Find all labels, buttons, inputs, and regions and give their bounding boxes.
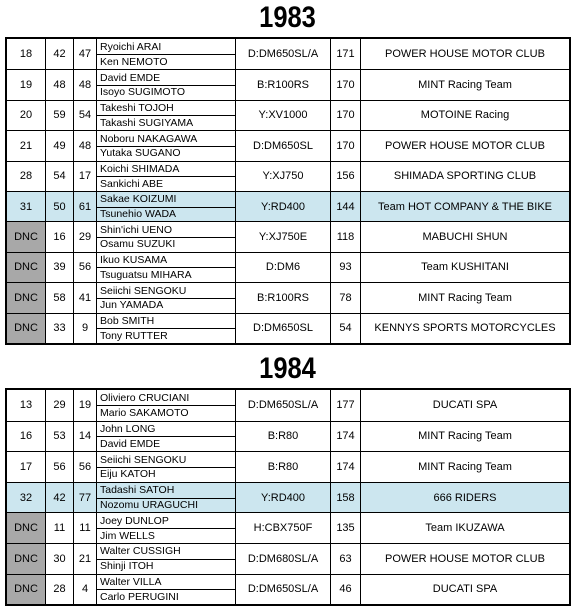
number-cell: 53 <box>45 422 73 452</box>
position-cell: DNC <box>7 253 45 282</box>
grid-cell: 56 <box>73 253 96 282</box>
rider-name: Ryoichi ARAI <box>100 40 162 53</box>
rider-name: Tsunehio WADA <box>100 208 177 221</box>
table-row <box>7 282 569 312</box>
table-row <box>7 421 569 452</box>
position-cell: 13 <box>19 399 33 412</box>
rider-name: Noboru NAKAGAWA <box>100 132 198 145</box>
riders-cell <box>96 101 235 130</box>
rider-name: Isoyo SUGIMOTO <box>100 86 185 99</box>
rider-name: Seiichi SENGOKU <box>100 284 187 297</box>
machine-cell: D:DM650SL/A <box>235 39 330 69</box>
table-row <box>7 161 569 191</box>
rider-name: Jim WELLS <box>100 529 155 542</box>
laps-cell: 170 <box>330 70 360 99</box>
number-cell: 16 <box>45 222 73 251</box>
team-cell: MINT Racing Team <box>360 283 569 312</box>
rider-name: Shin'ichi UENO <box>100 223 173 236</box>
position-cell: 20 <box>19 109 33 122</box>
grid-cell: 77 <box>73 483 96 513</box>
rider-name: Takashi SUGIYAMA <box>100 116 194 129</box>
riders-cell <box>96 390 235 421</box>
rider-name: Ken NEMOTO <box>100 55 168 68</box>
grid-cell: 48 <box>73 70 96 99</box>
grid-cell: 41 <box>73 283 96 312</box>
laps-cell: 170 <box>330 131 360 160</box>
number-cell: 50 <box>45 192 73 221</box>
machine-cell: Y:XV1000 <box>235 101 330 130</box>
number-cell: 59 <box>45 101 73 130</box>
rider-name: David EMDE <box>100 71 161 84</box>
year-heading: 1983 <box>259 1 316 34</box>
results-table <box>5 37 571 345</box>
machine-cell: D:DM650SL <box>235 314 330 343</box>
team-cell: MINT Racing Team <box>360 422 569 452</box>
number-cell: 29 <box>45 390 73 421</box>
riders-cell <box>96 253 235 282</box>
position-cell: DNC <box>7 222 45 251</box>
table-row <box>7 543 569 574</box>
team-cell: POWER HOUSE MOTOR CLUB <box>360 544 569 574</box>
number-cell: 30 <box>45 544 73 574</box>
table-row <box>7 191 569 221</box>
laps-cell: 177 <box>330 390 360 421</box>
grid-cell: 17 <box>73 162 96 191</box>
rider-name: David EMDE <box>100 437 161 450</box>
grid-cell: 19 <box>73 390 96 421</box>
laps-cell: 135 <box>330 513 360 543</box>
number-cell: 28 <box>45 575 73 605</box>
number-cell: 39 <box>45 253 73 282</box>
machine-cell: Y:RD400 <box>235 192 330 221</box>
position-cell: 28 <box>19 170 33 183</box>
grid-cell: 4 <box>73 575 96 605</box>
riders-cell <box>96 513 235 543</box>
rider-name: Sakae KOIZUMI <box>100 193 177 206</box>
team-cell: SHIMADA SPORTING CLUB <box>360 162 569 191</box>
laps-cell: 63 <box>330 544 360 574</box>
machine-cell: Y:XJ750E <box>235 222 330 251</box>
laps-cell: 78 <box>330 283 360 312</box>
riders-cell <box>96 162 235 191</box>
machine-cell: H:CBX750F <box>235 513 330 543</box>
team-cell: DUCATI SPA <box>360 390 569 421</box>
team-cell: Team HOT COMPANY & THE BIKE <box>360 192 569 221</box>
riders-cell <box>96 452 235 482</box>
rider-name: Jun YAMADA <box>100 299 164 312</box>
laps-cell: 171 <box>330 39 360 69</box>
rider-name: Joey DUNLOP <box>100 514 169 527</box>
rider-name: Walter VILLA <box>100 575 162 588</box>
riders-cell <box>96 544 235 574</box>
table-row <box>7 39 569 69</box>
team-cell: Team KUSHITANI <box>360 253 569 282</box>
rider-name: Mario SAKAMOTO <box>100 406 189 419</box>
grid-cell: 61 <box>73 192 96 221</box>
number-cell: 42 <box>45 483 73 513</box>
table-row <box>7 482 569 513</box>
grid-cell: 48 <box>73 131 96 160</box>
riders-cell <box>96 222 235 251</box>
table-row <box>7 69 569 99</box>
riders-cell <box>96 422 235 452</box>
table-row <box>7 313 569 343</box>
machine-cell: B:R80 <box>235 452 330 482</box>
rider-name: John LONG <box>100 422 156 435</box>
rider-name: Osamu SUZUKI <box>100 238 176 251</box>
riders-cell <box>96 483 235 513</box>
laps-cell: 118 <box>330 222 360 251</box>
riders-cell <box>96 70 235 99</box>
laps-cell: 170 <box>330 101 360 130</box>
machine-cell: D:DM650SL/A <box>235 575 330 605</box>
rider-name: Takeshi TOJOH <box>100 102 174 115</box>
team-cell: 666 RIDERS <box>360 483 569 513</box>
riders-cell <box>96 192 235 221</box>
position-cell: 16 <box>19 430 33 443</box>
grid-cell: 54 <box>73 101 96 130</box>
table-row <box>7 451 569 482</box>
number-cell: 56 <box>45 452 73 482</box>
position-cell: 17 <box>19 460 33 473</box>
team-cell: KENNYS SPORTS MOTORCYCLES <box>360 314 569 343</box>
number-cell: 48 <box>45 70 73 99</box>
riders-cell <box>96 131 235 160</box>
laps-cell: 156 <box>330 162 360 191</box>
grid-cell: 21 <box>73 544 96 574</box>
rider-name: Koichi SHIMADA <box>100 162 180 175</box>
grid-cell: 56 <box>73 452 96 482</box>
position-cell: 19 <box>19 79 33 92</box>
team-cell: MINT Racing Team <box>360 70 569 99</box>
rider-name: Walter CUSSIGH <box>100 545 181 558</box>
team-cell: DUCATI SPA <box>360 575 569 605</box>
riders-cell <box>96 575 235 605</box>
number-cell: 11 <box>45 513 73 543</box>
grid-cell: 47 <box>73 39 96 69</box>
laps-cell: 54 <box>330 314 360 343</box>
rider-name: Tadashi SATOH <box>100 484 175 497</box>
table-row <box>7 574 569 605</box>
table-row <box>7 221 569 251</box>
table-row <box>7 390 569 421</box>
machine-cell: D:DM6 <box>235 253 330 282</box>
year-heading: 1984 <box>259 352 316 385</box>
table-row <box>7 512 569 543</box>
team-cell: MABUCHI SHUN <box>360 222 569 251</box>
rider-name: Sankichi ABE <box>100 177 164 190</box>
rider-name: Ikuo KUSAMA <box>100 254 168 267</box>
team-cell: POWER HOUSE MOTOR CLUB <box>360 39 569 69</box>
grid-cell: 11 <box>73 513 96 543</box>
laps-cell: 46 <box>330 575 360 605</box>
rider-name: Oliviero CRUCIANI <box>100 391 190 404</box>
rider-name: Shinji ITOH <box>100 560 154 573</box>
machine-cell: Y:RD400 <box>235 483 330 513</box>
number-cell: 54 <box>45 162 73 191</box>
number-cell: 42 <box>45 39 73 69</box>
machine-cell: B:R100RS <box>235 70 330 99</box>
rider-name: Tony RUTTER <box>100 329 168 342</box>
table-row <box>7 252 569 282</box>
team-cell: POWER HOUSE MOTOR CLUB <box>360 131 569 160</box>
table-row <box>7 100 569 130</box>
rider-name: Yutaka SUGANO <box>100 147 181 160</box>
position-cell: 18 <box>19 48 33 61</box>
machine-cell: D:DM650SL <box>235 131 330 160</box>
team-cell: Team IKUZAWA <box>360 513 569 543</box>
number-cell: 49 <box>45 131 73 160</box>
grid-cell: 14 <box>73 422 96 452</box>
machine-cell: B:R100RS <box>235 283 330 312</box>
laps-cell: 174 <box>330 422 360 452</box>
position-cell: 32 <box>19 491 33 504</box>
position-cell: 21 <box>19 139 33 152</box>
laps-cell: 93 <box>330 253 360 282</box>
laps-cell: 158 <box>330 483 360 513</box>
results-table <box>5 388 571 606</box>
position-cell: DNC <box>7 314 45 343</box>
grid-cell: 29 <box>73 222 96 251</box>
rider-name: Eiju KATOH <box>100 468 156 481</box>
machine-cell: D:DM680SL/A <box>235 544 330 574</box>
riders-cell <box>96 314 235 343</box>
position-cell: DNC <box>7 544 45 574</box>
table-row <box>7 130 569 160</box>
rider-name: Carlo PERUGINI <box>100 590 179 603</box>
position-cell: DNC <box>7 513 45 543</box>
riders-cell <box>96 283 235 312</box>
riders-cell <box>96 39 235 69</box>
rider-name: Bob SMITH <box>100 314 155 327</box>
team-cell: MINT Racing Team <box>360 452 569 482</box>
position-cell: DNC <box>7 283 45 312</box>
number-cell: 33 <box>45 314 73 343</box>
team-cell: MOTOINE Racing <box>360 101 569 130</box>
machine-cell: Y:XJ750 <box>235 162 330 191</box>
machine-cell: B:R80 <box>235 422 330 452</box>
rider-name: Seiichi SENGOKU <box>100 453 187 466</box>
grid-cell: 9 <box>73 314 96 343</box>
number-cell: 58 <box>45 283 73 312</box>
rider-name: Tsuguatsu MIHARA <box>100 268 192 281</box>
laps-cell: 144 <box>330 192 360 221</box>
position-cell: 31 <box>19 200 33 213</box>
laps-cell: 174 <box>330 452 360 482</box>
rider-name: Nozomu URAGUCHI <box>100 498 199 511</box>
machine-cell: D:DM650SL/A <box>235 390 330 421</box>
position-cell: DNC <box>7 575 45 605</box>
